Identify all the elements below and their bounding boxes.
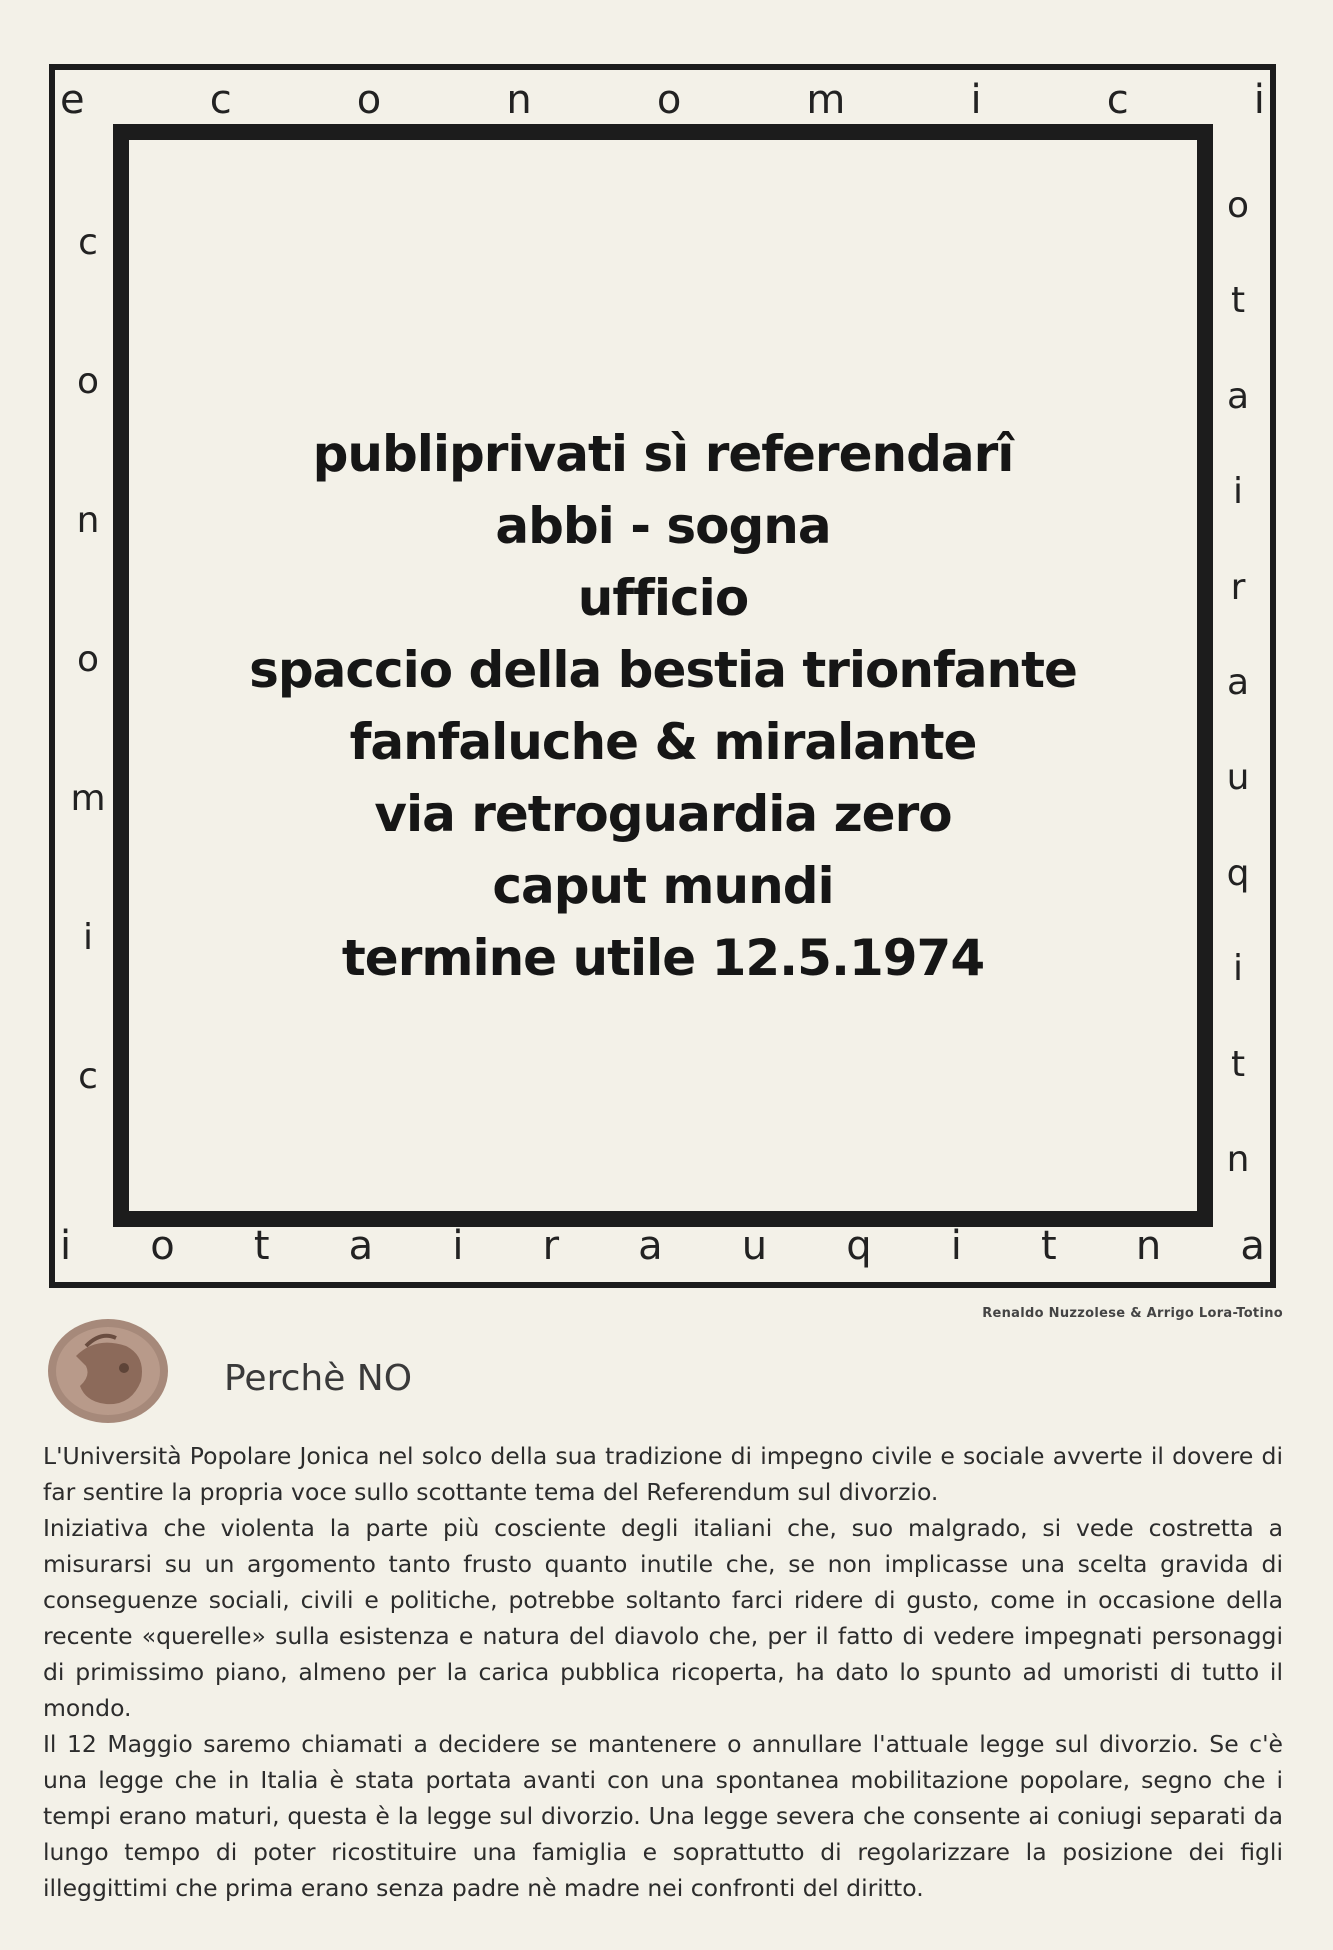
border-letter: m bbox=[70, 778, 106, 819]
right-letter-border bbox=[1208, 185, 1268, 1180]
border-letter: r bbox=[542, 1223, 560, 1269]
border-letter: o bbox=[656, 77, 682, 123]
poem-line: termine utile 12.5.1974 bbox=[341, 928, 985, 987]
border-letter: u bbox=[741, 1223, 768, 1269]
border-letter: c bbox=[78, 1056, 98, 1097]
border-letter: n bbox=[76, 500, 100, 541]
border-letter: n bbox=[1226, 1138, 1250, 1180]
border-letter: m bbox=[806, 77, 846, 123]
border-letter: i bbox=[1232, 948, 1243, 990]
section-heading: Perchè NO bbox=[224, 1358, 413, 1399]
border-letter: o bbox=[76, 361, 100, 402]
border-letter: i bbox=[970, 77, 982, 123]
border-letter: i bbox=[1232, 471, 1243, 513]
poem-line: fanfaluche & miralante bbox=[349, 712, 977, 771]
border-letter: a bbox=[348, 1223, 374, 1269]
paragraph: Il 12 Maggio saremo chiamati a decidere se mantenere o annullare l'attuale legge sul divorzio. Se c'è una legge che in Italia è stata portata avanti con una spontanea mobilitazione popolare, segno che i tempi erano maturi, questa è la legge sul divorzio. Una legge severa che consente ai coniugi separati da lungo tempo di poter ricostituire una famiglia e soprattutto di regolarizzare la posizione dei figli illeggittimi che prima erano senza padre nè madre nei confronti del diritto. bbox=[43, 1730, 1283, 1902]
border-letter: a bbox=[1240, 1223, 1265, 1269]
border-letter: e bbox=[60, 77, 85, 123]
border-letter: o bbox=[150, 1223, 175, 1269]
poem-line: via retroguardia zero bbox=[374, 784, 952, 843]
border-letter: t bbox=[1041, 1223, 1057, 1269]
bottom-letter-border bbox=[60, 1223, 1265, 1269]
left-letter-border bbox=[58, 222, 118, 1097]
border-letter: a bbox=[638, 1223, 663, 1269]
coin-icon bbox=[46, 1316, 170, 1426]
top-letter-border bbox=[60, 77, 1265, 123]
border-letter: i bbox=[1253, 77, 1265, 123]
border-letter: i bbox=[452, 1223, 464, 1269]
border-letter: q bbox=[846, 1223, 872, 1269]
border-letter: n bbox=[1135, 1223, 1162, 1269]
border-letter: c bbox=[209, 77, 232, 123]
border-letter: t bbox=[1230, 1043, 1246, 1085]
poem-text bbox=[249, 418, 1077, 994]
body-text bbox=[43, 1438, 1283, 1906]
credit-line: Renaldo Nuzzolese & Arrigo Lora-Totino bbox=[982, 1306, 1283, 1321]
border-letter: o bbox=[76, 639, 100, 680]
border-letter: t bbox=[1230, 280, 1246, 322]
border-letter: r bbox=[1230, 566, 1246, 608]
poem-line: publiprivati sì referendarî bbox=[312, 424, 1014, 483]
border-letter: c bbox=[1106, 77, 1129, 123]
border-letter: c bbox=[78, 222, 98, 263]
border-letter: u bbox=[1226, 757, 1250, 799]
border-letter: i bbox=[60, 1223, 72, 1269]
paragraph: Iniziativa che violenta la parte più cosciente degli italiani che, suo malgrado, si vede costretta a misurarsi su un argomento tanto frusto quanto inutile che, se non implicasse una scelta gravida di conseguenze sociali, civili e politiche, potrebbe soltanto farci ridere di gusto, come in occasione della recente «querelle» sulla esistenza e natura del diavolo che, per il fatto di vedere impegnati personaggi di primissimo piano, almeno per la carica pubblica ricoperta, ha dato lo spunto ad umoristi di tutto il mondo. bbox=[43, 1514, 1283, 1722]
border-letter: q bbox=[1226, 852, 1250, 894]
border-letter: i bbox=[82, 917, 93, 958]
poem-line: caput mundi bbox=[492, 856, 834, 915]
border-letter: o bbox=[1226, 185, 1250, 226]
border-letter: o bbox=[356, 77, 382, 123]
border-letter: a bbox=[1226, 661, 1250, 703]
border-letter: t bbox=[253, 1223, 270, 1269]
poem-line: abbi - sogna bbox=[495, 496, 831, 555]
border-letter: i bbox=[950, 1223, 962, 1269]
paragraph: L'Università Popolare Jonica nel solco della sua tradizione di impegno civile e sociale avverte il dovere di far sentire la propria voce sullo scottante tema del Referendum sul divorzio. bbox=[43, 1442, 1283, 1506]
inner-frame bbox=[113, 124, 1213, 1227]
poem-line: ufficio bbox=[577, 568, 749, 627]
border-letter: a bbox=[1226, 375, 1250, 417]
poem-line: spaccio della bestia trionfante bbox=[249, 640, 1077, 699]
border-letter: n bbox=[506, 77, 532, 123]
